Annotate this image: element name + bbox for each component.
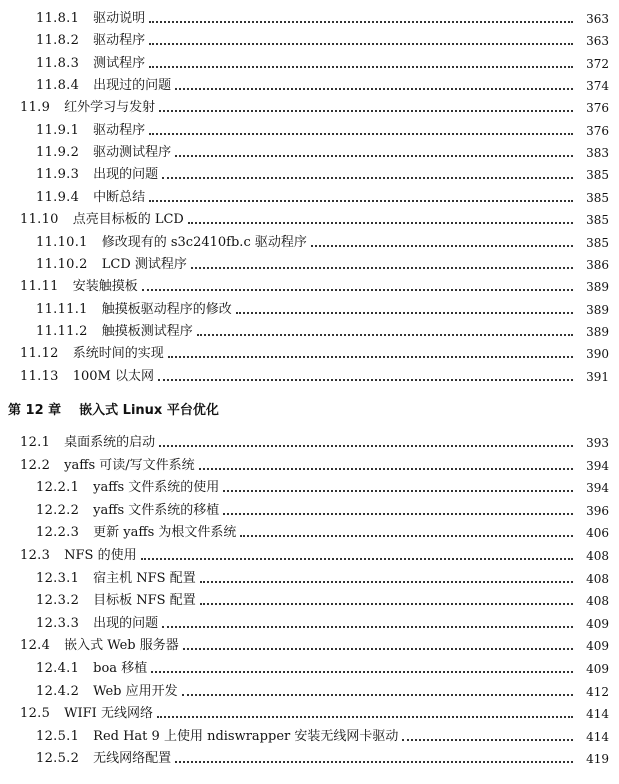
toc-entry-title: 修改现有的 s3c2410fb.c 驱动程序 xyxy=(101,234,307,250)
toc-entry-title: 嵌入式 Web 服务器 xyxy=(64,638,179,654)
toc-entry-title: 红外学习与发射 xyxy=(64,100,156,116)
toc-entry-page: 391 xyxy=(586,369,609,384)
dot-leader xyxy=(175,155,573,157)
toc-entry-title: boa 移植 xyxy=(93,661,148,676)
toc-entry-page: 372 xyxy=(586,56,609,71)
toc-entry xyxy=(0,296,619,318)
toc-entry-number: 11.9.1 xyxy=(36,122,80,138)
toc-entry-page: 394 xyxy=(586,481,609,496)
toc-entry xyxy=(0,117,619,139)
toc-entry-title: LCD 测试程序 xyxy=(101,256,187,272)
toc-entry-title: 触摸板测试程序 xyxy=(101,323,193,339)
dot-leader xyxy=(223,513,573,515)
toc-entry xyxy=(0,678,619,700)
toc-entry-title: 点亮目标板的 LCD xyxy=(72,212,184,228)
toc-entry xyxy=(0,632,619,654)
toc-entry-number: 11.9.3 xyxy=(36,167,80,183)
toc-entry-page: 406 xyxy=(586,526,609,541)
toc-entry-page: 383 xyxy=(586,146,609,161)
toc-entry-title: yaffs 文件系统的移植 xyxy=(93,502,220,518)
toc-entry-page: 386 xyxy=(586,257,609,272)
toc-entry-title: 驱动测试程序 xyxy=(93,145,172,161)
toc-entry xyxy=(0,700,619,722)
toc-entry xyxy=(0,587,619,609)
toc-entry xyxy=(0,5,619,27)
toc-entry-page: 385 xyxy=(586,235,609,250)
dot-leader xyxy=(149,21,573,23)
toc-entry-number: 11.9 xyxy=(20,100,51,116)
toc-entry-number: 11.8.4 xyxy=(36,78,80,94)
toc-entry xyxy=(0,474,619,496)
toc-entry-number: 11.10.1 xyxy=(36,234,88,250)
toc-entry-number: 12.4 xyxy=(20,638,51,654)
toc-entry xyxy=(0,429,619,451)
toc-entry-number: 11.9.4 xyxy=(36,189,80,205)
toc-entry-number: 12.4.1 xyxy=(36,661,80,676)
toc-entry-number: 12.5 xyxy=(20,706,51,722)
toc-entry xyxy=(0,452,619,474)
chapter-title: 嵌入式 Linux 平台优化 xyxy=(79,403,219,418)
toc-entry-title: 驱动程序 xyxy=(93,33,146,49)
toc-entry-number: 11.9.2 xyxy=(36,145,80,161)
toc-entry xyxy=(0,340,619,362)
dot-leader xyxy=(159,445,573,447)
toc-entry-title: Red Hat 9 上使用 ndiswrapper 安装无线网卡驱动 xyxy=(93,728,399,744)
toc-entry xyxy=(0,542,619,564)
toc-entry xyxy=(0,497,619,519)
toc-entry-number: 11.10.2 xyxy=(36,256,88,272)
toc-entry-page: 396 xyxy=(586,503,609,518)
dot-leader xyxy=(223,490,573,492)
toc-entry-title: 触摸板驱动程序的修改 xyxy=(101,301,232,317)
toc-entry xyxy=(0,273,619,295)
toc-entry-number: 12.2.1 xyxy=(36,480,80,496)
toc-entry-title: Web 应用开发 xyxy=(93,683,178,699)
dot-leader xyxy=(149,43,573,45)
toc-entry-title: 无线网络配置 xyxy=(93,751,172,767)
toc-entry-number: 11.8.2 xyxy=(36,33,80,49)
toc-entry-number: 12.3.3 xyxy=(36,615,80,631)
toc-entry xyxy=(0,27,619,49)
toc-entry-page: 363 xyxy=(586,34,609,49)
dot-leader xyxy=(175,88,573,90)
dot-leader xyxy=(142,289,573,291)
toc-entry-title: 驱动程序 xyxy=(93,122,146,138)
toc-entry-page: 394 xyxy=(586,458,609,473)
toc-entry-number: 12.3.2 xyxy=(36,593,80,609)
toc-entry-title: 出现的问题 xyxy=(93,167,159,183)
toc-entry-title: 安装触摸板 xyxy=(72,279,138,295)
toc-entry-title: WIFI 无线网络 xyxy=(64,706,153,722)
toc-entry-page: 408 xyxy=(586,571,609,586)
toc-entry-number: 12.3.1 xyxy=(36,570,80,586)
toc-entry-page: 409 xyxy=(586,639,609,654)
toc-entry-page: 419 xyxy=(586,752,609,767)
toc-entry-page: 409 xyxy=(586,616,609,631)
toc-entry xyxy=(0,184,619,206)
toc-entry xyxy=(0,50,619,72)
toc-entry xyxy=(0,745,619,767)
toc-entry xyxy=(0,363,619,385)
chapter-heading xyxy=(8,399,219,418)
toc-entry-title: 宿主机 NFS 配置 xyxy=(93,570,196,586)
toc-entry-number: 11.13 xyxy=(20,368,59,384)
toc-entry-number: 12.2.3 xyxy=(36,525,80,541)
toc-entry-page: 408 xyxy=(586,594,609,609)
dot-leader xyxy=(183,648,573,650)
toc-entry-number: 11.10 xyxy=(20,212,59,228)
toc-entry-page: 385 xyxy=(586,168,609,183)
toc-entry-title: 测试程序 xyxy=(93,55,146,71)
toc-entry-page: 385 xyxy=(586,213,609,228)
dot-leader xyxy=(200,603,573,605)
toc-entry-number: 11.8.3 xyxy=(36,55,80,71)
toc-entry xyxy=(0,229,619,251)
toc-entry xyxy=(0,206,619,228)
toc-entry-title: 桌面系统的启动 xyxy=(64,435,156,450)
toc-entry-number: 11.11.1 xyxy=(36,301,88,317)
toc-entry xyxy=(0,565,619,587)
toc-entry-number: 11.11.2 xyxy=(36,323,88,339)
chapter-number: 第 12 章 xyxy=(8,403,62,418)
dot-leader xyxy=(157,716,573,718)
toc-entry xyxy=(0,161,619,183)
toc-entry xyxy=(0,251,619,273)
toc-entry-number: 12.5.2 xyxy=(36,751,80,767)
toc-entry-number: 12.4.2 xyxy=(36,683,80,699)
toc-entry-title: 驱动说明 xyxy=(93,11,146,26)
toc-entry-title: 系统时间的实现 xyxy=(72,346,164,362)
toc-entry xyxy=(0,610,619,632)
toc-entry-number: 11.11 xyxy=(20,279,59,295)
toc-entry-page: 389 xyxy=(586,324,609,339)
dot-leader xyxy=(175,761,573,763)
toc-entry-title: 更新 yaffs 为根文件系统 xyxy=(93,525,237,541)
toc-entry xyxy=(0,72,619,94)
toc-entry-page: 408 xyxy=(586,549,609,563)
toc-entry xyxy=(0,318,619,340)
toc-entry-title: 出现过的问题 xyxy=(93,78,172,94)
toc-entry xyxy=(0,94,619,116)
toc-entry-page: 409 xyxy=(586,662,609,676)
dot-leader xyxy=(199,468,573,470)
toc-entry-page: 376 xyxy=(586,101,609,116)
toc-entry xyxy=(0,519,619,541)
toc-entry-title: 出现的问题 xyxy=(93,615,159,631)
dot-leader xyxy=(141,558,573,560)
toc-entry-title: yaffs 文件系统的使用 xyxy=(93,480,220,496)
dot-leader xyxy=(151,671,573,673)
toc-entry-number: 12.1 xyxy=(20,435,51,450)
dot-leader xyxy=(200,581,573,583)
dot-leader xyxy=(149,200,573,202)
toc-entry-page: 412 xyxy=(586,684,609,699)
dot-leader xyxy=(188,222,573,224)
dot-leader xyxy=(149,133,573,135)
toc-entry-number: 12.5.1 xyxy=(36,728,80,744)
dot-leader xyxy=(162,626,573,628)
toc-entry-number: 12.2.2 xyxy=(36,502,80,518)
dot-leader xyxy=(236,312,573,314)
toc-entry-page: 390 xyxy=(586,347,609,362)
dot-leader xyxy=(149,66,573,68)
dot-leader xyxy=(158,379,573,381)
toc-entry-page: 385 xyxy=(586,190,609,205)
toc-entry-page: 414 xyxy=(586,729,609,744)
toc-entry-number: 12.3 xyxy=(20,548,51,563)
toc-entry-page: 389 xyxy=(586,302,609,317)
dot-leader xyxy=(402,739,573,741)
toc-entry-page: 393 xyxy=(586,436,609,450)
toc-entry-title: 目标板 NFS 配置 xyxy=(93,593,196,609)
toc-entry-number: 12.2 xyxy=(20,457,51,473)
dot-leader xyxy=(311,245,573,247)
toc-entry-page: 414 xyxy=(586,707,609,722)
toc-entry-page: 376 xyxy=(586,123,609,138)
dot-leader xyxy=(191,267,573,269)
dot-leader xyxy=(182,694,573,696)
toc-entry-page: 363 xyxy=(586,12,609,26)
toc-entry-title: 100M 以太网 xyxy=(72,368,154,384)
dot-leader xyxy=(159,110,573,112)
toc-entry xyxy=(0,723,619,745)
toc-entry xyxy=(0,139,619,161)
dot-leader xyxy=(162,177,573,179)
toc-entry-title: 中断总结 xyxy=(93,189,146,205)
toc-entry xyxy=(0,655,619,677)
dot-leader xyxy=(197,334,573,336)
toc-entry-page: 389 xyxy=(586,280,609,295)
dot-leader xyxy=(240,535,573,537)
toc-entry-page: 374 xyxy=(586,79,609,94)
toc-entry-number: 11.8.1 xyxy=(36,11,80,26)
toc-entry-number: 11.12 xyxy=(20,346,59,362)
toc-entry-title: yaffs 可读/写文件系统 xyxy=(64,457,195,473)
toc-entry-title: NFS 的使用 xyxy=(64,548,137,563)
dot-leader xyxy=(168,356,573,358)
